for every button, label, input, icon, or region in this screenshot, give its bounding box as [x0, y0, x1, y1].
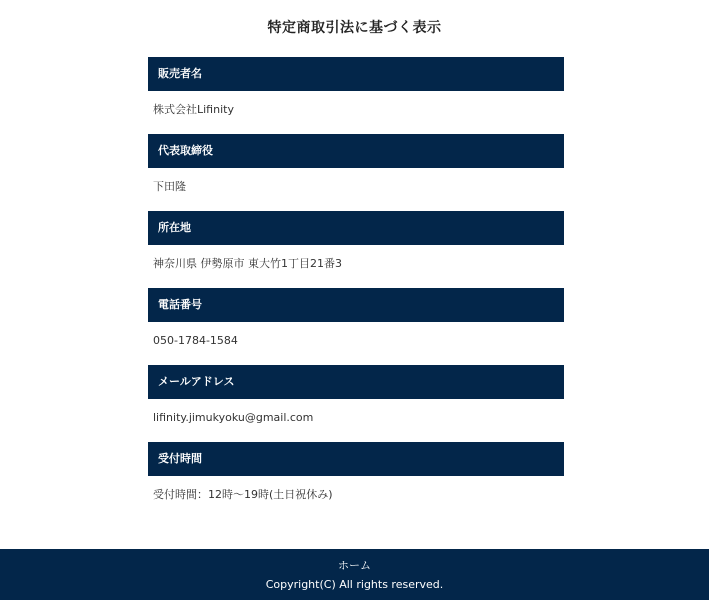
section-value-hours: 受付時間：12時〜19時(土日祝休み): [153, 488, 333, 501]
footer-copyright: Copyright(C) All rights reserved.: [265, 578, 444, 591]
section-phone: [148, 288, 564, 365]
section-address: [148, 211, 564, 288]
section-value-phone: 050-1784-1584: [153, 334, 238, 347]
section-seller: [148, 57, 564, 134]
section-header-address: 所在地: [148, 211, 564, 245]
section-value-email: lifinity.jimukyoku@gmail.com: [153, 411, 314, 424]
footer-home-link[interactable]: ホーム: [338, 559, 371, 572]
section-header-phone: 電話番号: [148, 288, 564, 322]
section-header-hours: 受付時間: [148, 442, 564, 476]
section-value-representative: 下田隆: [153, 180, 186, 193]
section-value-seller: 株式会社Lifinity: [153, 103, 234, 116]
section-hours: [148, 442, 564, 519]
section-email: [148, 365, 564, 442]
section-representative: [148, 134, 564, 211]
section-value-address: 神奈川県 伊勢原市 東大竹1丁目21番3: [153, 257, 342, 270]
section-header-representative: 代表取締役: [148, 134, 564, 168]
footer: [0, 549, 709, 600]
section-header-email: メールアドレス: [148, 365, 564, 399]
info-sections: [148, 57, 564, 519]
section-header-seller: 販売者名: [148, 57, 564, 91]
page-title: 特定商取引法に基づく表示: [267, 20, 442, 36]
